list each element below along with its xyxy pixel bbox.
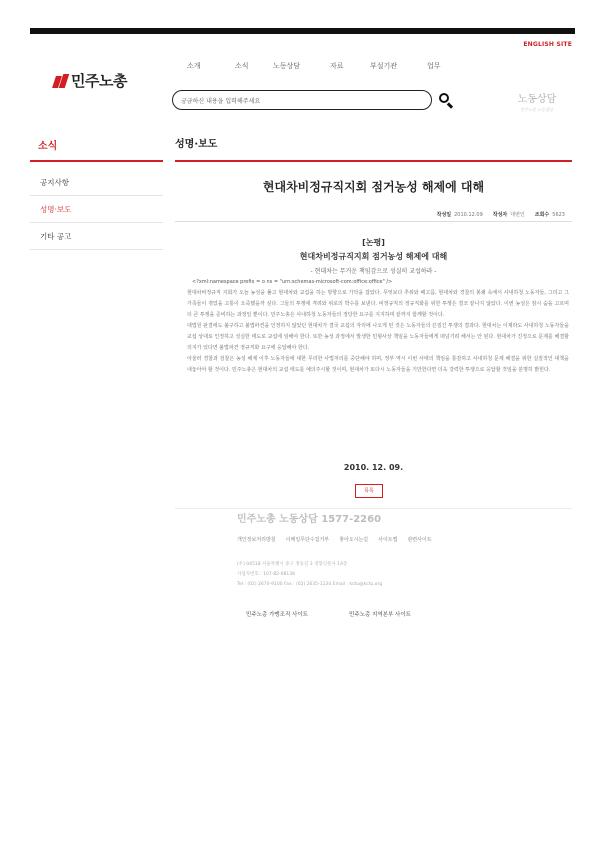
footer-link[interactable]: 사이트맵 <box>378 537 398 543</box>
kctu-logo-icon <box>54 74 68 88</box>
sidebar-divider <box>30 160 163 162</box>
sidebar-title: 소식 <box>38 141 58 152</box>
search-placeholder: 궁금하신 내용을 입력해주세요 <box>181 97 261 105</box>
meta-divider <box>175 221 572 222</box>
list-button[interactable]: 목록 <box>355 484 383 498</box>
article-date: 2010. 12. 09. <box>343 463 404 472</box>
article-headline: 현대차비정규직지회 점거농성 해제에 대해 <box>299 252 448 261</box>
search-input[interactable] <box>172 90 432 110</box>
footer-info <box>237 560 382 590</box>
nav-item-affiliates[interactable]: 부설기관 <box>370 62 398 70</box>
global-nav <box>187 61 457 71</box>
post-views: 조회수 5623 <box>534 212 565 218</box>
sidebar-separator <box>30 195 163 196</box>
article-paragraph: 현대차비정규직 지회가 오늘 농성을 풀고 현대차와 교섭을 하는 방향으로 가닥을 잡았다. 무엇보다 추위와 배고픔, 현대차와 경찰의 봉쇄 속에서 사내하청 노동자들, 그리고 그 가족들이 겪었을 고통이 오죽했을까 싶다. 그들의 투쟁에 격려와 위로의 박수를 보낸다. 비정규직의 정규직화를 위한 투쟁은 결코 끝나지 않았다. 이번 농성은 잠시 숨을 고르며 더 큰 투쟁을 준비하는 과정일 뿐이다. 민주노총은 사내하청 노동자들의 정당한 요구를 지지하며 끝까지 함께할 것이다. <box>187 290 569 318</box>
logo[interactable] <box>54 70 127 91</box>
counsel-title: 노동상담 <box>517 94 557 105</box>
post-meta <box>437 211 565 218</box>
article-subtitle: - 현대차는 무거운 책임감으로 성실히 교섭하라 - <box>310 268 437 275</box>
top-bar <box>30 28 575 34</box>
regional-site-link[interactable]: 민주노총 지역본부 사이트 <box>349 612 411 618</box>
post-author: 작성자 대변인 <box>492 212 525 218</box>
article-category: [논평] <box>362 238 385 247</box>
affiliate-site-link[interactable]: 민주노총 가맹조직 사이트 <box>246 612 308 618</box>
footer-link[interactable]: 개인정보처리방침 <box>237 537 276 543</box>
footer-business-number: 사업자번호 : 107-82-08138 <box>237 572 295 577</box>
page-title-divider <box>175 160 572 162</box>
post-date: 작성일 2010.12.09 <box>436 212 483 218</box>
footer-link[interactable]: 관련사이트 <box>407 537 432 543</box>
english-site-link[interactable]: ENGLISH SITE <box>523 41 572 48</box>
sidebar-separator <box>30 249 163 250</box>
footer-contact: Tel : (02) 2670-9100 Fax : (02) 2635-1134 Email : kctu@kctu.org <box>237 582 383 587</box>
nav-item-work[interactable]: 업무 <box>427 62 441 70</box>
article-xml-artifact: <?xml:namespace prefix = o ns = "urn:schemas-microsoft-com:office:office" /> <box>192 279 393 285</box>
search-icon[interactable] <box>438 92 454 108</box>
sidebar-item-statements[interactable]: 성명·보도 <box>40 205 72 214</box>
footer-brand: 민주노총 노동상담 1577-2260 <box>237 514 382 525</box>
sidebar-separator <box>30 222 163 223</box>
article-body <box>187 288 569 376</box>
article-paragraph: 대법원 판결에도 불구하고 불법파견을 인정하지 않았던 현대차가 결국 교섭의 자리에 나오게 된 것은 노동자들의 끈질긴 투쟁의 결과다. 현대차는 이제라도 사내하청 노동자들을 교섭 상대로 인정하고 성실한 태도로 교섭에 임해야 한다. 또한 농성 과정에서 발생한 민형사상 책임을 노동자들에게 떠넘기려 해서는 안 된다. 현대차가 진정으로 문제를 해결할 의지가 있다면 불법파견 정규직화 요구에 응답해야 한다. <box>187 323 569 351</box>
footer-link[interactable]: 찾아오시는길 <box>339 537 369 543</box>
nav-item-news[interactable]: 소식 <box>235 62 249 70</box>
sidebar-item-other-notices[interactable]: 기타 공고 <box>40 232 72 241</box>
sidebar-item-notice[interactable]: 공지사항 <box>40 178 69 187</box>
page-title: 성명·보도 <box>175 139 218 150</box>
content-divider <box>175 508 572 509</box>
labor-counsel-link[interactable] <box>512 90 562 113</box>
nav-item-resources[interactable]: 자료 <box>330 62 344 70</box>
footer-address: (우) 04518 서울특별시 중구 정동길 3 경향신문사 14층 <box>237 562 348 567</box>
footer-links <box>237 536 432 543</box>
footer-link[interactable]: 이메일무단수집거부 <box>285 537 330 543</box>
article-paragraph: 아울러 경찰과 검찰은 농성 해제 이후 노동자들에 대한 무리한 사법처리를 중단해야 하며, 정부 역시 이번 사태의 책임을 통감하고 사내하청 문제 해결을 위한 실질적인 대책을 내놓아야 할 것이다. 민주노총은 현대차의 교섭 태도를 예의주시할 것이며, 현대차가 또다시 노동자들을 기만한다면 더욱 강력한 투쟁으로 응답할 것임을 분명히 밝힌다. <box>187 356 569 373</box>
counsel-subtitle: 민주노총 노동상담 <box>520 107 554 112</box>
nav-item-counsel[interactable]: 노동상담 <box>273 62 301 70</box>
post-title: 현대차비정규직지회 점거농성 해제에 대해 <box>262 180 485 194</box>
logo-text: 민주노총 <box>71 72 127 90</box>
nav-item-about[interactable]: 소개 <box>187 62 201 70</box>
